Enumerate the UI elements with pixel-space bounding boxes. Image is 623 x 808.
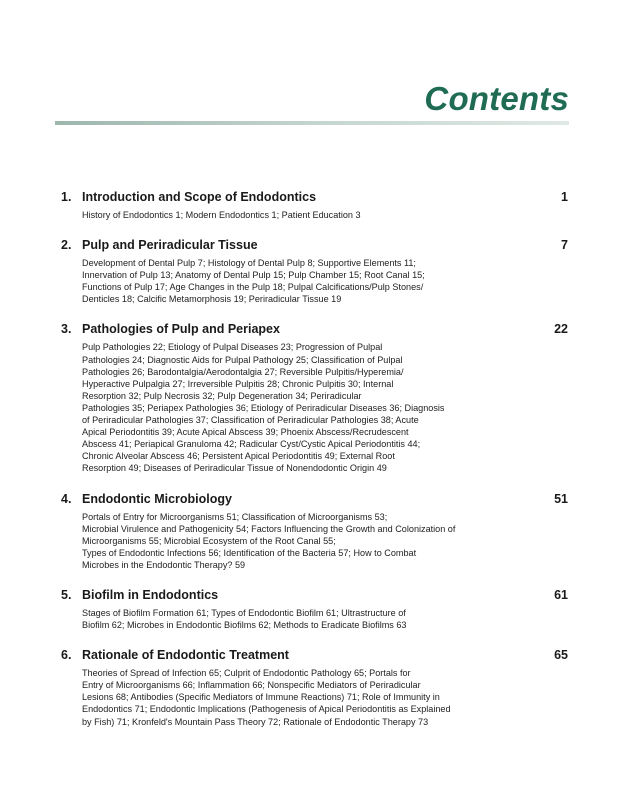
chapter-entry [0, 236, 623, 305]
topic-line: Pulp Pathologies 22; Etiology of Pulpal Diseases 23; Progression of Pulpal [82, 342, 383, 353]
chapter-number: 6. [61, 648, 72, 663]
chapter-entry [0, 586, 623, 631]
chapter-number: 2. [61, 238, 72, 253]
chapter-number: 3. [61, 322, 72, 337]
topic-line: Apical Periodontitis 39; Acute Apical Abscess 39; Phoenix Abscess/Recrudescent [82, 427, 409, 438]
topic-line: History of Endodontics 1; Modern Endodontics 1; Patient Education 3 [82, 210, 361, 220]
chapter-title: Pathologies of Pulp and Periapex [82, 322, 280, 337]
chapter-heading [0, 320, 623, 341]
chapter-topics [82, 667, 492, 727]
chapter-number: 1. [61, 190, 72, 204]
page-title: Contents [424, 80, 569, 117]
topic-line: Pathologies 35; Periapex Pathologies 36; Etiology of Periradicular Diseases 36; Diagnosis [82, 402, 445, 413]
topic-line: by Fish) 71; Kronfeld's Mountain Pass Theory 72; Rationale of Endodontic Therapy 73 [82, 716, 429, 727]
topic-line: Microorganisms 55; Microbial Ecosystem of the Root Canal 55; [82, 535, 336, 546]
topic-line: Portals of Entry for Microorganisms 51; Classification of Microorganisms 53; [82, 511, 388, 522]
topic-line: Microbial Virulence and Pathogenicity 54; Factors Influencing the Growth and Colonization of [82, 523, 456, 534]
topic-line: Resorption 32; Pulp Necrosis 32; Pulp Degeneration 34; Periradicular [82, 390, 362, 401]
chapter-heading [0, 646, 623, 667]
chapter-page-number: 61 [554, 587, 568, 602]
chapter-title: Pulp and Periradicular Tissue [82, 238, 258, 253]
chapter-number: 4. [61, 491, 72, 506]
topic-line: Stages of Biofilm Formation 61; Types of Endodontic Biofilm 61; Ultrastructure of [82, 607, 406, 618]
chapter-entry [0, 490, 623, 571]
topic-line: Denticles 18; Calcific Metamorphosis 19; Periradicular Tissue 19 [82, 294, 342, 305]
chapter-number: 5. [61, 587, 72, 602]
topic-line: Biofilm 62; Microbes in Endodontic Biofilms 62; Methods to Eradicate Biofilms 63 [82, 620, 407, 631]
chapter-page-number: 51 [554, 491, 568, 506]
chapter-page-number: 22 [554, 322, 568, 337]
table-of-contents [0, 188, 623, 743]
topic-line: Resorption 49; Diseases of Periradicular Tissue of Nonendodontic Origin 49 [82, 463, 387, 474]
chapter-heading [0, 490, 623, 511]
chapter-heading [0, 188, 623, 209]
topic-line: Theories of Spread of Infection 65; Culprit of Endodontic Pathology 65; Portals for [82, 668, 411, 679]
topic-line: Chronic Alveolar Abscess 46; Persistent Apical Periodontitis 49; External Root [82, 451, 395, 462]
chapter-title: Rationale of Endodontic Treatment [82, 648, 289, 663]
topic-line: Pathologies 26; Barodontalgia/Aerodontalgia 27; Reversible Pulpitis/Hyperemia/ [82, 366, 404, 377]
chapter-heading [0, 236, 623, 257]
chapter-entry [0, 320, 623, 474]
chapter-topics [82, 341, 492, 474]
chapter-topics [82, 257, 492, 305]
chapter-page-number: 65 [554, 648, 568, 663]
chapter-heading [0, 586, 623, 607]
chapter-page-number: 7 [561, 238, 568, 253]
topic-line: Functions of Pulp 17; Age Changes in the Pulp 18; Pulpal Calcifications/Pulp Stones/ [82, 282, 424, 293]
chapter-title: Introduction and Scope of Endodontics [82, 190, 317, 204]
chapter-title: Biofilm in Endodontics [82, 587, 219, 602]
chapter-topics [82, 511, 492, 571]
chapter-page-number: 1 [561, 190, 568, 204]
chapter-title: Endodontic Microbiology [82, 491, 232, 506]
topic-line: Hyperactive Pulpalgia 27; Irreversible Pulpitis 28; Chronic Pulpitis 30; Internal [82, 378, 394, 389]
chapter-topics [82, 607, 492, 631]
topic-line: Abscess 41; Periapical Granuloma 42; Radicular Cyst/Cystic Apical Periodontitis 44; [82, 439, 421, 450]
topic-line: of Periradicular Pathologies 37; Classification of Periradicular Pathologies 38; Acute [82, 415, 419, 426]
topic-line: Development of Dental Pulp 7; Histology of Dental Pulp 8; Supportive Elements 11; [82, 258, 416, 269]
topic-line: Entry of Microorganisms 66; Inflammation 66; Nonspecific Mediators of Periradicular [82, 680, 421, 691]
topic-line: Lesions 68; Antibodies (Specific Mediators of Immune Reactions) 71; Role of Immunity in [82, 692, 440, 703]
chapter-entry [0, 646, 623, 727]
title-underline [55, 121, 569, 125]
topic-line: Innervation of Pulp 13; Anatomy of Dental Pulp 15; Pulp Chamber 15; Root Canal 15; [82, 270, 425, 281]
chapter-entry [0, 188, 623, 221]
topic-line: Pathologies 24; Diagnostic Aids for Pulpal Pathology 25; Classification of Pulpal [82, 354, 403, 365]
topic-line: Microbes in the Endodontic Therapy? 59 [82, 559, 246, 570]
topic-line: Types of Endodontic Infections 56; Identification of the Bacteria 57; How to Combat [82, 547, 417, 558]
topic-line: Endodontics 71; Endodontic Implications (Pathogenesis of Apical Periodontitis as Explained [82, 704, 451, 715]
chapter-topics [82, 209, 492, 221]
